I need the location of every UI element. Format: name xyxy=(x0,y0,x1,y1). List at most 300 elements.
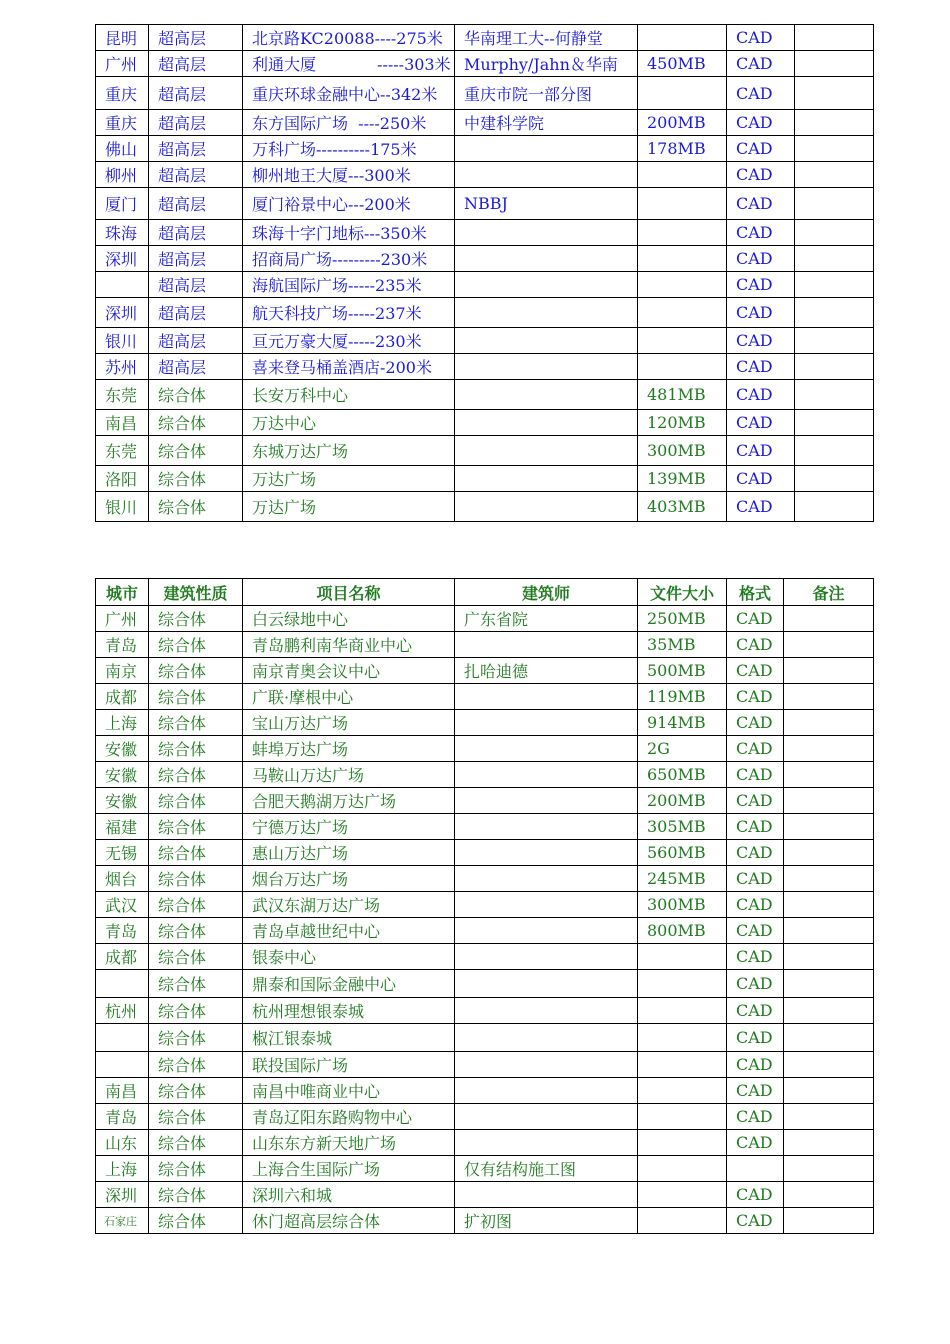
cell-file-size: 481MB xyxy=(638,380,727,410)
cell-note xyxy=(784,866,874,892)
cell-note xyxy=(795,136,874,162)
cell-city: 上海 xyxy=(96,710,149,736)
cell-architect xyxy=(455,466,638,492)
cell-format: CAD xyxy=(727,998,784,1024)
cell-building-type: 综合体 xyxy=(149,632,243,658)
cell-city: 烟台 xyxy=(96,866,149,892)
table-row xyxy=(96,998,874,1024)
cell-city: 上海 xyxy=(96,1156,149,1182)
cell-note xyxy=(784,1104,874,1130)
cell-architect xyxy=(455,410,638,436)
cell-architect xyxy=(455,632,638,658)
cell-file-size xyxy=(638,246,727,272)
cell-architect xyxy=(455,162,638,188)
table-row xyxy=(96,762,874,788)
cell-building-type: 超高层 xyxy=(149,77,243,110)
cell-project-name: 合肥天鹅湖万达广场 xyxy=(243,788,455,814)
cell-building-type: 综合体 xyxy=(149,1208,243,1234)
table-row xyxy=(96,1156,874,1182)
cell-project-name: 南昌中唯商业中心 xyxy=(243,1078,455,1104)
cell-building-type: 超高层 xyxy=(149,246,243,272)
cell-building-type: 综合体 xyxy=(149,410,243,436)
cell-project-name: 山东东方新天地广场 xyxy=(243,1130,455,1156)
cell-note xyxy=(795,110,874,136)
cell-building-type: 综合体 xyxy=(149,606,243,632)
table-row xyxy=(96,684,874,710)
cell-format: CAD xyxy=(727,110,795,136)
cell-note xyxy=(784,762,874,788)
table-row xyxy=(96,918,874,944)
cell-city: 青岛 xyxy=(96,632,149,658)
table-row xyxy=(96,970,874,998)
table-row xyxy=(96,840,874,866)
table-row xyxy=(96,436,874,466)
cell-building-type: 综合体 xyxy=(149,998,243,1024)
cell-project-name: 鼎泰和国际金融中心 xyxy=(243,970,455,998)
cell-format: CAD xyxy=(727,188,795,220)
cell-note xyxy=(784,998,874,1024)
cell-note xyxy=(795,354,874,380)
table-row xyxy=(96,246,874,272)
cell-note xyxy=(795,436,874,466)
cell-format: CAD xyxy=(727,162,795,188)
cell-city: 苏州 xyxy=(96,354,149,380)
cell-file-size xyxy=(638,1182,727,1208)
cell-city: 佛山 xyxy=(96,136,149,162)
cell-architect: Murphy/Jahn＆华南 xyxy=(455,51,638,77)
cell-architect xyxy=(455,684,638,710)
cell-building-type: 综合体 xyxy=(149,840,243,866)
cell-building-type: 综合体 xyxy=(149,788,243,814)
cell-format: CAD xyxy=(727,788,784,814)
cell-building-type: 综合体 xyxy=(149,918,243,944)
cell-format: CAD xyxy=(727,380,795,410)
cell-architect xyxy=(455,1104,638,1130)
cell-city: 青岛 xyxy=(96,918,149,944)
cell-architect: 仅有结构施工图 xyxy=(455,1156,638,1182)
cell-building-type: 综合体 xyxy=(149,1156,243,1182)
cell-project-name: 休门超高层综合体 xyxy=(243,1208,455,1234)
cell-building-type: 综合体 xyxy=(149,380,243,410)
cell-note xyxy=(784,1156,874,1182)
cell-format: CAD xyxy=(727,328,795,354)
cell-project-name: 烟台万达广场 xyxy=(243,866,455,892)
cell-architect xyxy=(455,788,638,814)
cell-note xyxy=(784,1182,874,1208)
table-row xyxy=(96,77,874,110)
cell-file-size xyxy=(638,1130,727,1156)
cell-file-size: 250MB xyxy=(638,606,727,632)
cell-format: CAD xyxy=(727,918,784,944)
cell-project-name: 宁德万达广场 xyxy=(243,814,455,840)
cell-architect xyxy=(455,840,638,866)
cell-city xyxy=(96,1052,149,1078)
cell-note xyxy=(795,220,874,246)
cell-file-size: 305MB xyxy=(638,814,727,840)
cell-note xyxy=(795,466,874,492)
cell-file-size: 914MB xyxy=(638,710,727,736)
cell-file-size xyxy=(638,162,727,188)
cell-note xyxy=(795,380,874,410)
cell-city: 重庆 xyxy=(96,110,149,136)
table-row xyxy=(96,814,874,840)
cell-format: CAD xyxy=(727,492,795,522)
cell-file-size xyxy=(638,354,727,380)
cell-city: 深圳 xyxy=(96,298,149,328)
cell-building-type: 超高层 xyxy=(149,110,243,136)
project-table-1 xyxy=(95,24,874,522)
cell-project-name: 喜来登马桶盖酒店-200米 xyxy=(243,354,455,380)
table-header-row xyxy=(96,579,874,606)
table-row xyxy=(96,892,874,918)
cell-architect xyxy=(455,492,638,522)
cell-building-type: 综合体 xyxy=(149,1078,243,1104)
cell-city: 安徽 xyxy=(96,788,149,814)
cell-city: 重庆 xyxy=(96,77,149,110)
table-row xyxy=(96,1024,874,1052)
cell-architect xyxy=(455,1130,638,1156)
cell-note xyxy=(784,892,874,918)
cell-architect xyxy=(455,710,638,736)
cell-note xyxy=(784,840,874,866)
cell-format: CAD xyxy=(727,762,784,788)
cell-project-name: 亘元万豪大厦-----230米 xyxy=(243,328,455,354)
cell-file-size: 500MB xyxy=(638,658,727,684)
cell-file-size: 300MB xyxy=(638,892,727,918)
cell-file-size: 560MB xyxy=(638,840,727,866)
cell-file-size xyxy=(638,944,727,970)
project-table-2 xyxy=(95,578,874,1234)
cell-project-name: 万科广场----------175米 xyxy=(243,136,455,162)
cell-city xyxy=(96,970,149,998)
cell-architect: NBBJ xyxy=(455,188,638,220)
cell-file-size xyxy=(638,1104,727,1130)
cell-file-size xyxy=(638,220,727,246)
cell-note xyxy=(784,606,874,632)
cell-file-size xyxy=(638,1024,727,1052)
cell-note xyxy=(784,1024,874,1052)
cell-architect xyxy=(455,246,638,272)
table-row xyxy=(96,328,874,354)
cell-building-type: 综合体 xyxy=(149,814,243,840)
cell-city: 厦门 xyxy=(96,188,149,220)
cell-building-type: 超高层 xyxy=(149,272,243,298)
header-note: 备注 xyxy=(784,579,874,606)
cell-architect xyxy=(455,328,638,354)
cell-project-name: 深圳六和城 xyxy=(243,1182,455,1208)
cell-format: CAD xyxy=(727,51,795,77)
cell-architect xyxy=(455,814,638,840)
cell-format: CAD xyxy=(727,840,784,866)
cell-building-type: 综合体 xyxy=(149,466,243,492)
cell-format: CAD xyxy=(727,658,784,684)
cell-building-type: 超高层 xyxy=(149,51,243,77)
table-row xyxy=(96,944,874,970)
cell-building-type: 综合体 xyxy=(149,710,243,736)
cell-file-size xyxy=(638,328,727,354)
header-building-type: 建筑性质 xyxy=(149,579,243,606)
project-table-2-body xyxy=(96,606,874,1234)
cell-file-size: 35MB xyxy=(638,632,727,658)
cell-note xyxy=(784,1052,874,1078)
header-architect: 建筑师 xyxy=(455,579,638,606)
cell-project-name: 万达广场 xyxy=(243,492,455,522)
table-row xyxy=(96,162,874,188)
cell-file-size xyxy=(638,1208,727,1234)
cell-project-name: 北京路KC20088----275米 xyxy=(243,25,455,51)
table-row xyxy=(96,25,874,51)
cell-note xyxy=(795,410,874,436)
cell-project-name: 利通大厦 -----303米 xyxy=(243,51,455,77)
cell-architect xyxy=(455,380,638,410)
table-row xyxy=(96,736,874,762)
cell-format: CAD xyxy=(727,246,795,272)
cell-format: CAD xyxy=(727,944,784,970)
cell-file-size xyxy=(638,298,727,328)
table-row xyxy=(96,136,874,162)
cell-architect xyxy=(455,1024,638,1052)
cell-city: 南京 xyxy=(96,658,149,684)
cell-building-type: 超高层 xyxy=(149,328,243,354)
cell-architect xyxy=(455,436,638,466)
cell-city: 杭州 xyxy=(96,998,149,1024)
cell-architect xyxy=(455,998,638,1024)
cell-city: 成都 xyxy=(96,684,149,710)
cell-format: CAD xyxy=(727,220,795,246)
cell-file-size: 200MB xyxy=(638,110,727,136)
cell-format: CAD xyxy=(727,436,795,466)
cell-note xyxy=(784,684,874,710)
table-row xyxy=(96,606,874,632)
cell-project-name: 长安万科中心 xyxy=(243,380,455,410)
cell-file-size xyxy=(638,1156,727,1182)
cell-building-type: 综合体 xyxy=(149,658,243,684)
cell-project-name: 海航国际广场-----235米 xyxy=(243,272,455,298)
cell-city xyxy=(96,272,149,298)
cell-building-type: 综合体 xyxy=(149,944,243,970)
table-row xyxy=(96,220,874,246)
cell-architect: 重庆市院一部分图 xyxy=(455,77,638,110)
cell-architect xyxy=(455,298,638,328)
cell-project-name: 宝山万达广场 xyxy=(243,710,455,736)
cell-format: CAD xyxy=(727,1078,784,1104)
cell-project-name: 东城万达广场 xyxy=(243,436,455,466)
cell-project-name: 青岛卓越世纪中心 xyxy=(243,918,455,944)
cell-architect: 华南理工大--何静堂 xyxy=(455,25,638,51)
cell-city: 柳州 xyxy=(96,162,149,188)
cell-project-name: 马鞍山万达广场 xyxy=(243,762,455,788)
cell-file-size: 119MB xyxy=(638,684,727,710)
cell-building-type: 超高层 xyxy=(149,162,243,188)
cell-note xyxy=(784,1130,874,1156)
cell-city: 安徽 xyxy=(96,736,149,762)
cell-file-size: 450MB xyxy=(638,51,727,77)
cell-format: CAD xyxy=(727,136,795,162)
cell-file-size: 139MB xyxy=(638,466,727,492)
cell-format: CAD xyxy=(727,410,795,436)
table-row xyxy=(96,710,874,736)
cell-city: 珠海 xyxy=(96,220,149,246)
cell-building-type: 综合体 xyxy=(149,736,243,762)
cell-building-type: 超高层 xyxy=(149,188,243,220)
cell-building-type: 综合体 xyxy=(149,492,243,522)
cell-format: CAD xyxy=(727,77,795,110)
table-row xyxy=(96,1208,874,1234)
header-project-name: 项目名称 xyxy=(243,579,455,606)
cell-architect xyxy=(455,354,638,380)
cell-format: CAD xyxy=(727,1104,784,1130)
cell-format: CAD xyxy=(727,736,784,762)
cell-file-size: 300MB xyxy=(638,436,727,466)
cell-note xyxy=(784,658,874,684)
cell-city: 山东 xyxy=(96,1130,149,1156)
cell-building-type: 综合体 xyxy=(149,1024,243,1052)
cell-note xyxy=(784,1078,874,1104)
table-row xyxy=(96,788,874,814)
cell-file-size xyxy=(638,998,727,1024)
cell-architect xyxy=(455,1052,638,1078)
cell-project-name: 万达中心 xyxy=(243,410,455,436)
cell-city: 石家庄 xyxy=(96,1208,149,1234)
table-row xyxy=(96,1078,874,1104)
cell-format: CAD xyxy=(727,1052,784,1078)
cell-building-type: 综合体 xyxy=(149,970,243,998)
cell-architect xyxy=(455,892,638,918)
cell-city: 无锡 xyxy=(96,840,149,866)
cell-city: 昆明 xyxy=(96,25,149,51)
cell-note xyxy=(795,492,874,522)
header-file-size: 文件大小 xyxy=(638,579,727,606)
cell-building-type: 综合体 xyxy=(149,866,243,892)
cell-format: CAD xyxy=(727,1024,784,1052)
cell-city: 广州 xyxy=(96,606,149,632)
cell-building-type: 超高层 xyxy=(149,25,243,51)
cell-city: 福建 xyxy=(96,814,149,840)
cell-project-name: 上海合生国际广场 xyxy=(243,1156,455,1182)
cell-city xyxy=(96,1024,149,1052)
cell-note xyxy=(784,788,874,814)
cell-building-type: 超高层 xyxy=(149,220,243,246)
cell-architect: 扩初图 xyxy=(455,1208,638,1234)
cell-note xyxy=(784,918,874,944)
cell-format: CAD xyxy=(727,970,784,998)
cell-city: 洛阳 xyxy=(96,466,149,492)
cell-note xyxy=(795,51,874,77)
table-row xyxy=(96,866,874,892)
cell-note xyxy=(795,25,874,51)
cell-city: 南昌 xyxy=(96,1078,149,1104)
cell-note xyxy=(795,188,874,220)
cell-file-size: 200MB xyxy=(638,788,727,814)
cell-building-type: 综合体 xyxy=(149,1130,243,1156)
cell-city: 武汉 xyxy=(96,892,149,918)
cell-architect xyxy=(455,866,638,892)
project-table-1-body xyxy=(96,25,874,522)
cell-architect: 广东省院 xyxy=(455,606,638,632)
cell-project-name: 椒江银泰城 xyxy=(243,1024,455,1052)
cell-file-size: 403MB xyxy=(638,492,727,522)
cell-city: 银川 xyxy=(96,492,149,522)
cell-file-size xyxy=(638,970,727,998)
cell-project-name: 蚌埠万达广场 xyxy=(243,736,455,762)
cell-architect xyxy=(455,762,638,788)
table-row xyxy=(96,1182,874,1208)
cell-architect xyxy=(455,944,638,970)
cell-project-name: 银泰中心 xyxy=(243,944,455,970)
table-row xyxy=(96,298,874,328)
cell-city: 广州 xyxy=(96,51,149,77)
table-row xyxy=(96,354,874,380)
table-row xyxy=(96,1052,874,1078)
cell-file-size: 245MB xyxy=(638,866,727,892)
cell-format: CAD xyxy=(727,606,784,632)
cell-note xyxy=(795,298,874,328)
cell-architect xyxy=(455,1182,638,1208)
cell-city: 南昌 xyxy=(96,410,149,436)
cell-note xyxy=(784,632,874,658)
cell-architect xyxy=(455,1078,638,1104)
table-row xyxy=(96,466,874,492)
table-row xyxy=(96,272,874,298)
cell-city: 成都 xyxy=(96,944,149,970)
cell-format: CAD xyxy=(727,466,795,492)
cell-note xyxy=(784,944,874,970)
cell-city: 青岛 xyxy=(96,1104,149,1130)
cell-architect: 中建科学院 xyxy=(455,110,638,136)
cell-file-size xyxy=(638,1078,727,1104)
cell-format: CAD xyxy=(727,354,795,380)
cell-file-size xyxy=(638,25,727,51)
cell-format: CAD xyxy=(727,632,784,658)
cell-file-size: 800MB xyxy=(638,918,727,944)
table-row xyxy=(96,380,874,410)
cell-project-name: 招商局广场---------230米 xyxy=(243,246,455,272)
cell-building-type: 综合体 xyxy=(149,684,243,710)
cell-file-size xyxy=(638,272,727,298)
cell-format: CAD xyxy=(727,298,795,328)
table-row xyxy=(96,110,874,136)
cell-project-name: 厦门裕景中心---200米 xyxy=(243,188,455,220)
cell-building-type: 超高层 xyxy=(149,298,243,328)
cell-building-type: 超高层 xyxy=(149,136,243,162)
cell-project-name: 东方国际广场 ----250米 xyxy=(243,110,455,136)
cell-format: CAD xyxy=(727,892,784,918)
table-row xyxy=(96,51,874,77)
cell-project-name: 万达广场 xyxy=(243,466,455,492)
cell-city: 深圳 xyxy=(96,246,149,272)
table-row xyxy=(96,188,874,220)
cell-architect xyxy=(455,918,638,944)
cell-project-name: 南京青奥会议中心 xyxy=(243,658,455,684)
table-row xyxy=(96,1104,874,1130)
cell-format: CAD xyxy=(727,25,795,51)
table-row xyxy=(96,1130,874,1156)
cell-city: 东莞 xyxy=(96,436,149,466)
cell-project-name: 重庆环球金融中心--342米 xyxy=(243,77,455,110)
cell-format: CAD xyxy=(727,710,784,736)
cell-note xyxy=(795,77,874,110)
cell-note xyxy=(795,328,874,354)
cell-project-name: 珠海十字门地标---350米 xyxy=(243,220,455,246)
cell-architect xyxy=(455,736,638,762)
table-row xyxy=(96,632,874,658)
cell-building-type: 超高层 xyxy=(149,354,243,380)
cell-note xyxy=(795,246,874,272)
header-format: 格式 xyxy=(727,579,784,606)
cell-city: 深圳 xyxy=(96,1182,149,1208)
cell-format: CAD xyxy=(727,1208,784,1234)
cell-format: CAD xyxy=(727,814,784,840)
